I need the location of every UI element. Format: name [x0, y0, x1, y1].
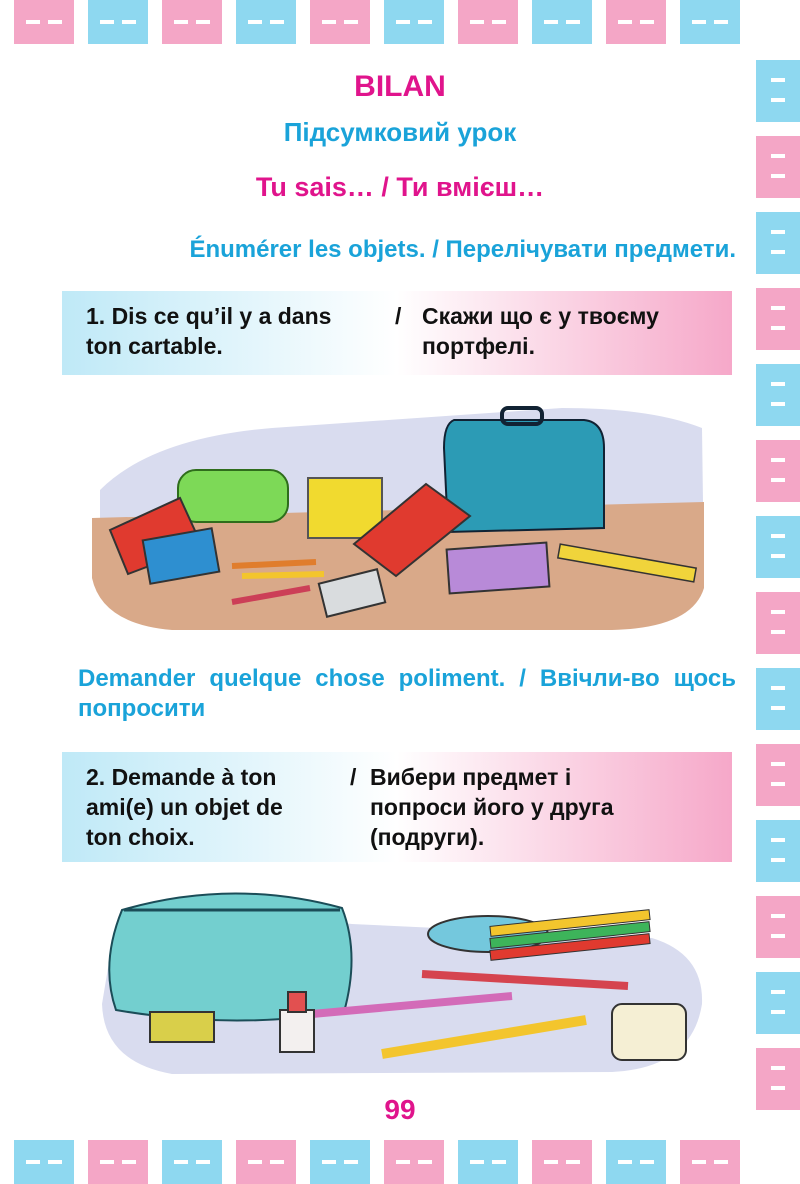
page-tagline: Tu sais… / Ти вмієш…	[255, 172, 545, 202]
border-tile	[384, 1140, 444, 1184]
border-tile	[384, 0, 444, 44]
task1-french: 1. Dis ce qu’il y a dans ton cartable.	[86, 303, 332, 359]
task1-ukrainian: Скажи що є у твоєму портфелі.	[422, 303, 659, 359]
right-border	[756, 60, 800, 1140]
border-tile	[606, 1140, 666, 1184]
border-tile	[756, 288, 800, 350]
border-tile	[310, 1140, 370, 1184]
border-tile	[756, 896, 800, 958]
task2-ukrainian: Вибери предмет і попроси його у друга (подруги).	[370, 764, 614, 850]
task2-box	[62, 752, 732, 862]
border-tile	[756, 364, 800, 426]
page-subtitle: Підсумковий урок	[283, 117, 517, 147]
border-tile	[756, 744, 800, 806]
bottom-border	[0, 1140, 760, 1184]
border-tile	[458, 1140, 518, 1184]
page-number: 99	[384, 1094, 416, 1125]
border-tile	[680, 0, 740, 44]
border-tile	[236, 0, 296, 44]
border-tile	[14, 0, 74, 44]
border-tile	[88, 0, 148, 44]
border-tile	[680, 1140, 740, 1184]
border-tile	[310, 0, 370, 44]
border-tile	[532, 0, 592, 44]
page-title: BILAN	[354, 70, 446, 103]
task1-box	[62, 291, 732, 375]
border-tile	[756, 592, 800, 654]
top-border	[0, 0, 760, 44]
border-tile	[756, 668, 800, 730]
border-tile	[756, 972, 800, 1034]
border-tile	[756, 820, 800, 882]
border-tile	[756, 440, 800, 502]
section1-heading: Énumérer les objets. / Перелічувати предмети.	[189, 236, 736, 263]
border-tile	[162, 1140, 222, 1184]
task2-separator: /	[350, 764, 357, 790]
task1-separator: /	[395, 303, 402, 329]
border-tile	[236, 1140, 296, 1184]
border-tile	[606, 0, 666, 44]
section2-heading: Demander quelque chose poliment. / Ввічли-во щось попросити	[78, 665, 736, 722]
task2-french: 2. Demande à ton ami(e) un objet de ton choix.	[86, 764, 283, 850]
border-tile	[532, 1140, 592, 1184]
pencil-case-illustration	[92, 884, 710, 1076]
border-tile	[88, 1140, 148, 1184]
border-tile	[756, 516, 800, 578]
border-tile	[14, 1140, 74, 1184]
school-bag-illustration	[92, 398, 710, 632]
border-tile	[458, 0, 518, 44]
border-tile	[162, 0, 222, 44]
border-tile	[756, 212, 800, 274]
